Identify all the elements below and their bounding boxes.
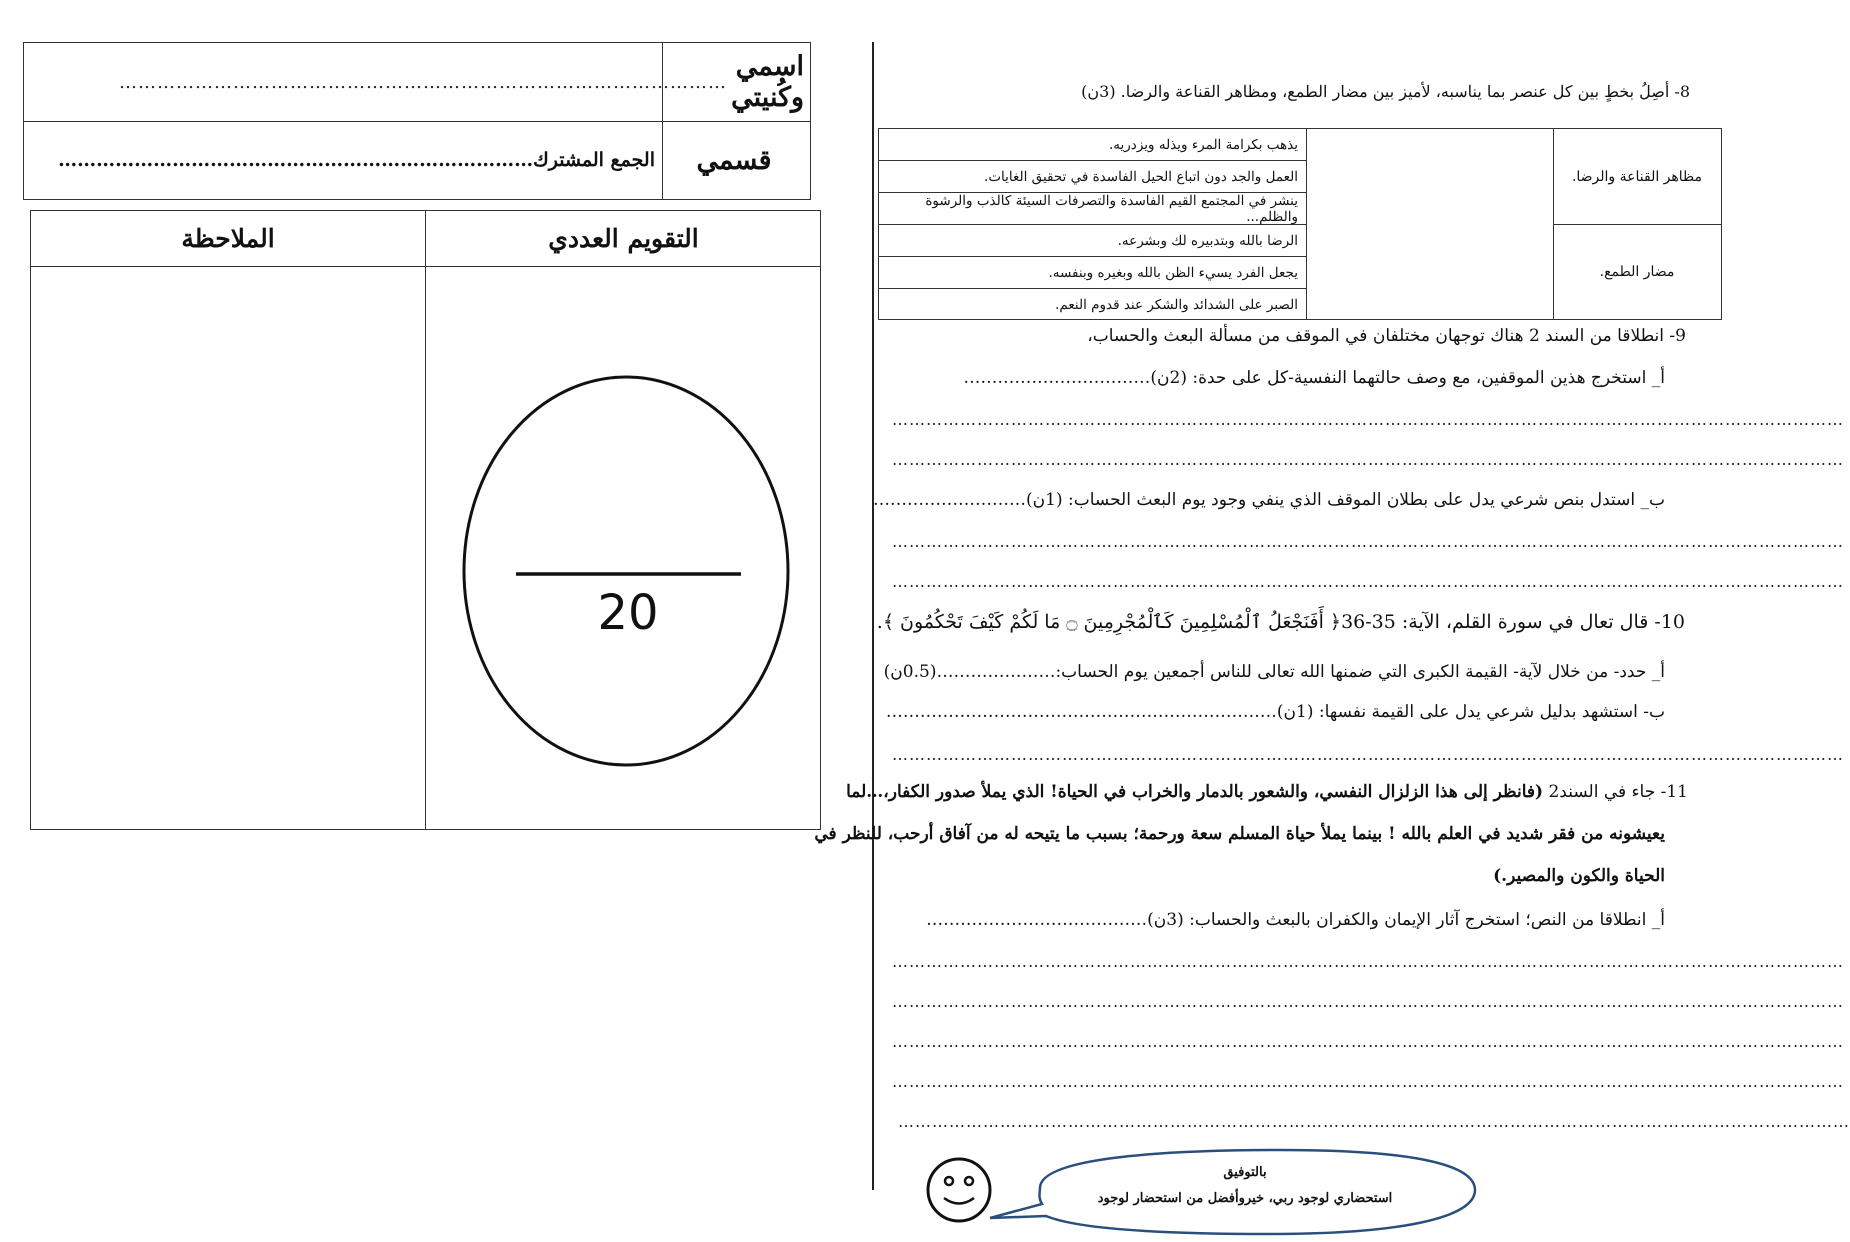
q11-quote-part1: (فانظر إلى هذا الزلزال النفسي، والشعور بالدمار والخراب في الحياة! الذي يملأ صدور الكفار،…لما (846, 782, 1544, 802)
q11-quote-part3: الحياة والكون والمصير.) (1493, 866, 1665, 886)
q8-text: 8- أصِلُ بخطٍ بين كل عنصر بما يناسبه، لأميز بين مضار الطمع، ومظاهر القناعة والرضا. (3ن) (1081, 82, 1690, 101)
name-row (24, 43, 810, 122)
q10-text: 10- قال تعال في سورة القلم، الآية: 35-36﴿ أَفَنَجْعَلُ ٱلْمُسْلِمِينَ كَٱلْمُجْرِمِينَ ۝ مَا لَكُمْ كَيْفَ تَحْكُمُونَ ﴾. (876, 611, 1685, 633)
identity-divider (662, 43, 663, 199)
note-header: الملاحظة (181, 224, 275, 253)
q9-a: أ_ استخرج هذين الموقفين، مع وصف حالتهما النفسية-كل على حدة: (2ن)…………………………… (963, 368, 1665, 388)
matching-items (879, 129, 1306, 319)
section-row (24, 121, 810, 199)
q9-b: ب_ استدل بنص شرعي يدل على بطلان الموقف الذي ينفي وجود يوم البعث الحساب: (1ن)……………………… (873, 490, 1665, 510)
matching-item[interactable]: يجعل الفرد يسيء الظن بالله وبغيره وبنفسه. (879, 257, 1306, 289)
answer-line[interactable]: …………………………………………………………………………………………………………………………………………………… (892, 572, 1844, 591)
answer-line[interactable]: …………………………………………………………………………………………………………………………………………………… (892, 1072, 1844, 1091)
closing-line2: استحضاري لوجود ربي، خيروأفضل من استحضار لوجود (1097, 1191, 1393, 1206)
matching-item[interactable]: الصبر على الشدائد والشكر عند قدوم النعم. (1055, 297, 1298, 313)
q11-a: أ_ انطلاقا من النص؛ استخرج آثار الإيمان والكفران بالبعث والحساب: (3ن)………………………………… (926, 910, 1665, 930)
matching-categories (1553, 129, 1721, 319)
name-field[interactable]: …………………………………………………………………………………… (119, 71, 727, 93)
matching-item[interactable]: الرضا بالله وبتدبيره لك وبشرعه. (879, 225, 1306, 257)
q9-text: 9- انطلاقا من السند 2 هناك توجهان مختلفان في الموقف من مسألة البعث والحساب، (1087, 326, 1686, 346)
grading-table (30, 210, 821, 830)
q10-b: ب- استشهد بدليل شرعي يدل على القيمة نفسها: (1ن)…………………………………………………………… (885, 702, 1665, 722)
matching-item[interactable]: ينشر في المجتمع القيم الفاسدة والتصرفات السيئة كالذب والرشوة والظلم... (879, 193, 1306, 225)
category-contentment[interactable]: مظاهر القناعة والرضا. (1553, 129, 1721, 225)
numeric-grade-header: التقويم العددي (548, 224, 699, 253)
matching-item[interactable]: العمل والجد دون اتباع الحيل الفاسدة في تحقيق الغايات. (879, 161, 1306, 193)
q10-a: أ_ حدد- من خلال لآية- القيمة الكبرى التي ضمنها الله تعالى للناس أجمعين يوم الحساب:…………………(0.5ن) (883, 662, 1665, 682)
closing-message (1050, 1160, 1440, 1212)
page-divider (872, 42, 874, 1190)
closing-line1: بالتوفيق (1223, 1165, 1267, 1180)
identity-box (23, 42, 811, 200)
answer-line[interactable]: …………………………………………………………………………………………………………………………………………………… (892, 745, 1844, 764)
grade-ellipse (464, 377, 788, 765)
section-label: قسمي (696, 144, 772, 176)
grade-max-score: 20 (597, 585, 659, 641)
grading-divider (425, 211, 426, 829)
q11-intro: 11- جاء في السند2 (1548, 782, 1688, 802)
answer-line[interactable]: …………………………………………………………………………………………………………………………………………………… (898, 1112, 1850, 1131)
grade-circle (461, 374, 791, 769)
name-label: اسمي وكُنيتي (731, 51, 804, 113)
answer-line[interactable]: …………………………………………………………………………………………………………………………………………………… (892, 450, 1844, 469)
category-greed-harms[interactable]: مضار الطمع. (1599, 263, 1675, 280)
answer-line[interactable]: …………………………………………………………………………………………………………………………………………………… (892, 410, 1844, 429)
q11-line1 (846, 780, 1688, 804)
answer-line[interactable]: …………………………………………………………………………………………………………………………………………………… (892, 532, 1844, 551)
matching-item[interactable]: يذهب بكرامة المرء ويذله ويزدريه. (879, 129, 1306, 161)
matching-table (878, 128, 1722, 320)
matching-divider (1306, 129, 1307, 319)
q11-quote-part2: يعيشونه من فقر شديد في العلم بالله ! بينما يملأ حياة المسلم سعة ورحمة؛ بسبب ما يتيحه له من آفاق أرحب، للنظر في (814, 824, 1665, 844)
section-value: الجمع المشترك………………………………………………………………… (58, 149, 655, 171)
answer-line[interactable]: …………………………………………………………………………………………………………………………………………………… (892, 992, 1844, 1011)
answer-line[interactable]: …………………………………………………………………………………………………………………………………………………… (892, 1032, 1844, 1051)
answer-line[interactable]: …………………………………………………………………………………………………………………………………………………… (892, 952, 1844, 971)
section-field[interactable] (58, 121, 655, 199)
